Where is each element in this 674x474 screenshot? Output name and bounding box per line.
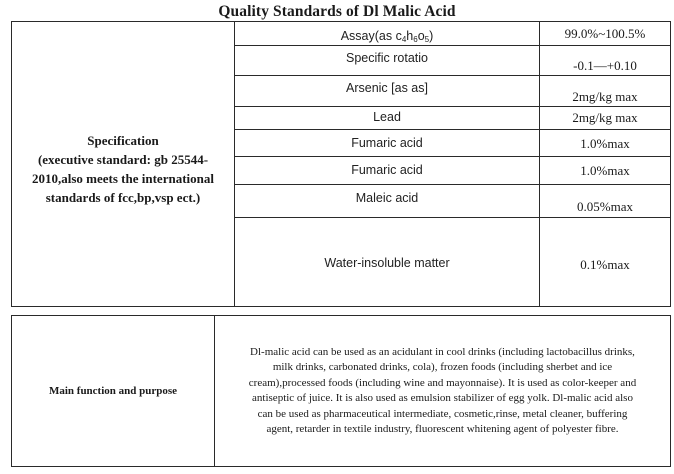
- specification-label-line: standards of fcc,bp,vsp ect.): [45, 190, 201, 205]
- table-row: [235, 185, 670, 218]
- description-line: milk drinks, carbonated drinks, cola), frozen foods (including sherbet and ice: [272, 361, 613, 373]
- item-value-cell: [540, 46, 670, 75]
- item-value-cell: [540, 185, 670, 217]
- page-title: Quality Standards of Dl Malic Acid: [218, 3, 456, 20]
- item-value: 1.0%max: [580, 136, 630, 151]
- description-line: can be used as pharmaceutical intermediate, cosmetic,rinse, metal cleaner, buffering: [257, 407, 628, 420]
- description-line: antiseptic of juice. It is also used as emulsion stabilizer of egg yolk. Dl-malic acid also: [252, 392, 633, 404]
- item-value: 0.05%max: [577, 199, 633, 214]
- item-name-cell: [235, 218, 540, 306]
- item-name-cell: [235, 107, 540, 129]
- item-name-cell: [235, 46, 540, 75]
- table-row: [235, 22, 670, 46]
- function-label-cell: [12, 316, 215, 466]
- table-row: [235, 76, 670, 107]
- item-value-cell: [540, 76, 670, 106]
- specification-label-line: 2010,also meets the international: [32, 171, 214, 186]
- function-table: [11, 315, 671, 467]
- specification-label-line: Specification: [87, 133, 159, 148]
- function-description: [249, 345, 636, 438]
- item-value: 2mg/kg max: [572, 89, 638, 104]
- item-name: Specific rotatio: [346, 51, 428, 65]
- specification-table: [11, 21, 671, 307]
- item-name: Fumaric acid: [351, 136, 423, 150]
- function-label: Main function and purpose: [48, 385, 178, 397]
- item-value: 2mg/kg max: [572, 110, 638, 125]
- table-row: [235, 46, 670, 76]
- item-name-cell: [235, 130, 540, 156]
- item-name-cell: [235, 22, 540, 45]
- description-line: cream),processed foods (including wine and mayonnaise). It is used as color-keeper and: [248, 376, 637, 389]
- description-line: agent, retarder in textile industry, fluorescent whitening agent of polyester fibre.: [266, 423, 619, 435]
- item-name-cell: [235, 76, 540, 106]
- item-value: 0.1%max: [580, 257, 630, 272]
- item-name-assay: Assay(as $c_4h_6o_5$): [340, 29, 434, 44]
- function-description-cell: [215, 316, 670, 466]
- item-value: 1.0%max: [580, 163, 630, 178]
- item-value: -0.1—+0.10: [573, 58, 637, 73]
- table-row: [235, 130, 670, 157]
- item-value: 99.0%~100.5%: [564, 26, 646, 41]
- item-value-cell: [540, 218, 670, 306]
- item-value-cell: [540, 22, 670, 45]
- table-row: [235, 157, 670, 185]
- item-name-cell: [235, 157, 540, 184]
- item-name: Lead: [373, 110, 401, 124]
- item-value-cell: [540, 107, 670, 129]
- item-value-cell: [540, 130, 670, 156]
- item-name-cell: [235, 185, 540, 217]
- item-name: Maleic acid: [355, 191, 419, 205]
- specification-rows: [235, 22, 670, 306]
- item-value-cell: [540, 157, 670, 184]
- table-row: [235, 107, 670, 130]
- specification-label-cell: [12, 22, 235, 306]
- specification-label-line: (executive standard: gb 25544-: [37, 152, 209, 167]
- item-name: Water-insoluble matter: [324, 256, 450, 270]
- item-name: Arsenic [as as]: [346, 81, 428, 95]
- item-name: Fumaric acid: [351, 163, 423, 177]
- table-row: [235, 218, 670, 306]
- description-line: Dl-malic acid can be used as an acidulant in cool drinks (including lactobacillus drinks,: [250, 345, 635, 358]
